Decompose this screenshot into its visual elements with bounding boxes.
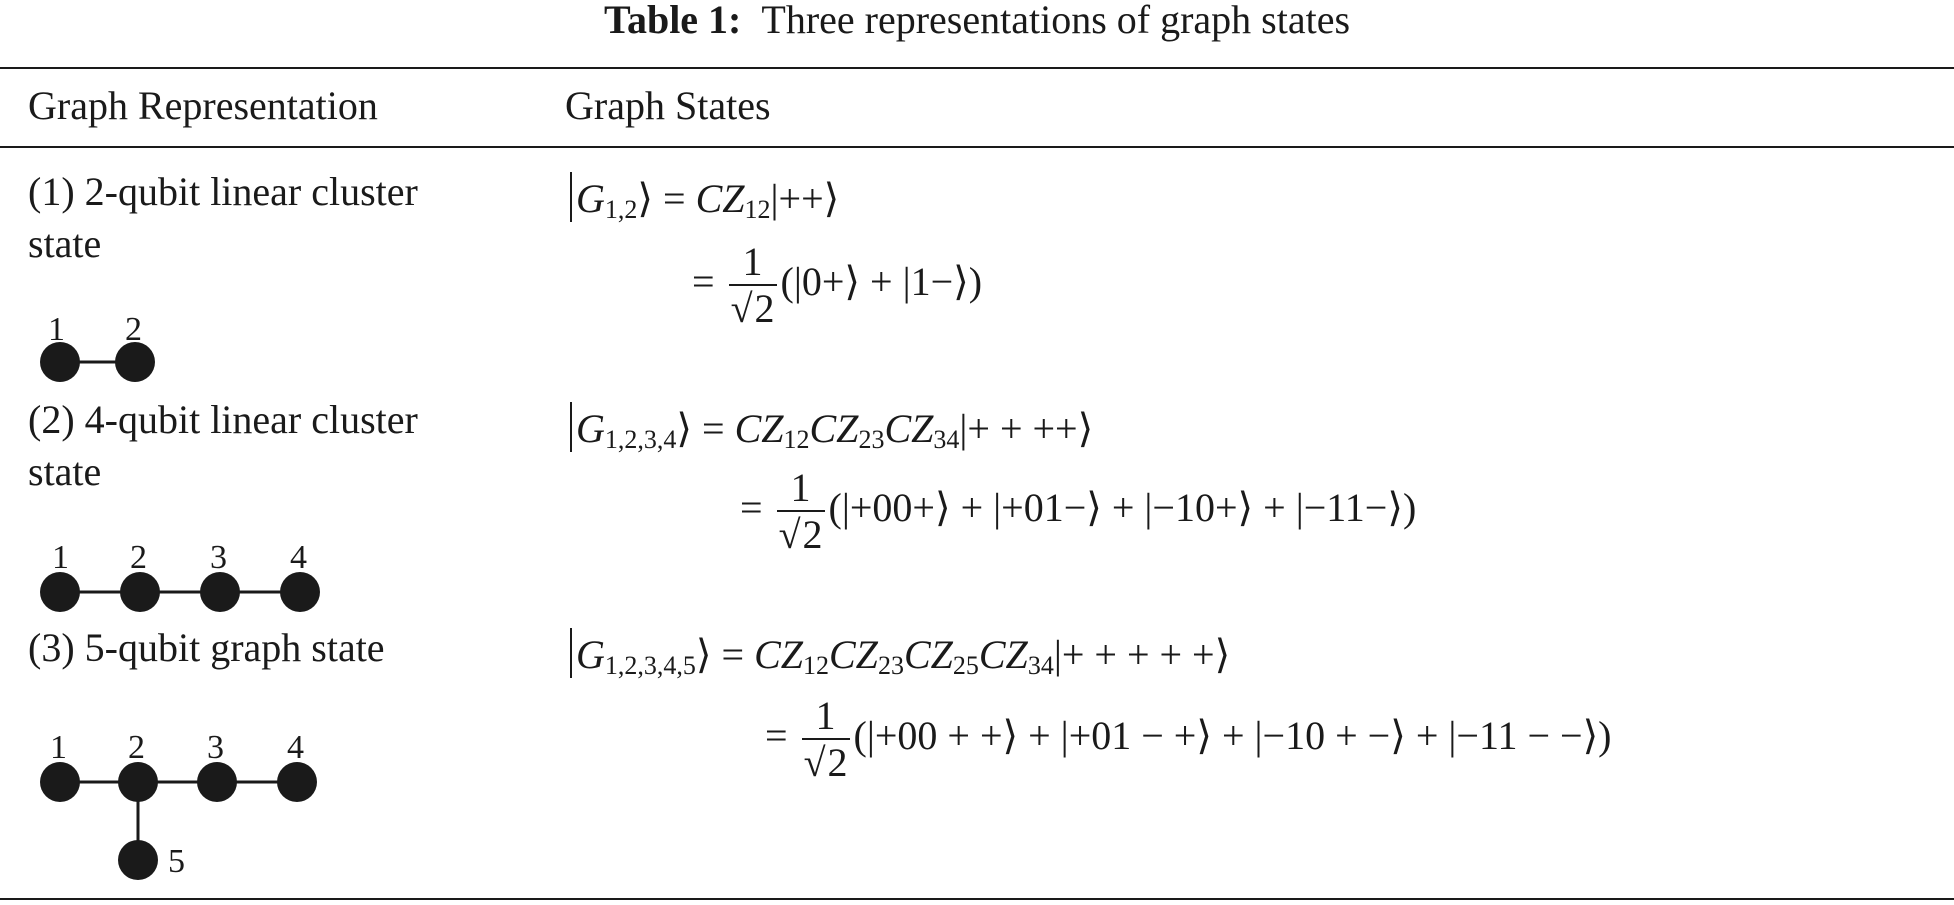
ket-bar: [570, 402, 572, 452]
caption-label: Table 1:: [603, 0, 742, 42]
initial-ket: |+ + + + +⟩: [1053, 632, 1231, 677]
node-2: [120, 572, 160, 612]
ket-bar: [570, 628, 572, 678]
lhs-g: G: [576, 632, 605, 677]
node-4: [277, 762, 317, 802]
fraction-denominator: √2: [803, 740, 848, 785]
row3-graph-diagram: [0, 720, 360, 895]
header-graph-representation: Graph Representation: [28, 83, 378, 128]
superposition-sum: (|+00 + +⟩ + |+01 − +⟩ + |−10 + −⟩ + |−11 − −⟩): [853, 713, 1612, 759]
lhs-subscript: 1,2,3,4: [604, 425, 677, 454]
node-label-2: 2: [130, 539, 147, 576]
node-label-4: 4: [287, 729, 304, 766]
node-label-4: 4: [290, 539, 307, 576]
node-1: [40, 762, 80, 802]
bottom-rule: [0, 898, 1954, 900]
lhs-subscript: 1,2: [604, 195, 638, 224]
top-rule: [0, 67, 1954, 69]
node-label-3: 3: [207, 729, 224, 766]
row1-label: [28, 166, 418, 270]
fraction: [729, 240, 777, 332]
node-1: [40, 572, 80, 612]
row1-equation-line1: $G_{1,2}⟩$ = $CZ_{12}|++⟩$: [568, 172, 839, 223]
operators: $CZ_{12}CZ_{23}CZ_{25}CZ_{34}$: [754, 632, 1054, 680]
node-label-2: 2: [128, 729, 145, 766]
table-caption: [0, 0, 1954, 40]
fraction-denominator: √2: [778, 512, 823, 557]
fraction-numerator: 1: [777, 466, 825, 512]
superposition-sum: (|+00+⟩ + |+01−⟩ + |−10+⟩ + |−11−⟩): [828, 485, 1417, 531]
node-2: [118, 762, 158, 802]
ket-bar: [570, 172, 572, 222]
row1-label-line1: (1) 2-qubit linear cluster: [28, 169, 418, 214]
node-1: [40, 342, 80, 382]
node-label-5: 5: [168, 843, 185, 880]
fraction: [802, 694, 850, 786]
header-rule: [0, 146, 1954, 148]
initial-ket: |+ + ++⟩: [959, 406, 1094, 451]
header-graph-states: Graph States: [565, 83, 771, 128]
caption-text: Three representations of graph states: [761, 0, 1351, 42]
fraction-numerator: 1: [729, 240, 777, 286]
initial-ket: |++⟩: [770, 176, 840, 221]
fraction-denominator: √2: [730, 286, 775, 331]
row2-equation-line1: $G_{1,2,3,4}⟩ = CZ_{12}CZ_{23}CZ_{34}|+$ + ++⟩: [568, 402, 1093, 453]
row2-label-line2: state: [28, 449, 102, 494]
lhs-subscript: 1,2,3,4,5: [604, 651, 696, 680]
node-label-1: 1: [52, 539, 69, 576]
superposition-sum: (|0+⟩ + |1−⟩): [780, 259, 983, 305]
node-3: [200, 572, 240, 612]
row3-equation-line1: $G_{1,2,3,4,5}⟩ = CZ_{12}CZ_{23}CZ_{25}CZ_{34}|+$ + + + +⟩: [568, 628, 1230, 679]
node-2: [115, 342, 155, 382]
lhs-g: G: [576, 406, 605, 451]
fraction: [777, 466, 825, 558]
node-5: [118, 840, 158, 880]
operators: $CZ_{12}$: [695, 176, 771, 224]
row3-label-line1: (3) 5-qubit graph state: [28, 625, 385, 670]
node-label-2: 2: [125, 311, 142, 348]
row1-label-line2: state: [28, 221, 102, 266]
row2-label: [28, 394, 418, 498]
row3-label: [28, 622, 385, 674]
row2-graph-diagram: [0, 530, 360, 625]
fraction-numerator: 1: [802, 694, 850, 740]
row2-equation-line2: = $\frac{1}{√2}$ (|+00+⟩ + |+01−⟩ + |−10+⟩ + |−11−⟩): [740, 465, 1417, 557]
node-label-1: 1: [48, 311, 65, 348]
node-label-3: 3: [210, 539, 227, 576]
row2-label-line1: (2) 4-qubit linear cluster: [28, 397, 418, 442]
node-4: [280, 572, 320, 612]
row1-graph-diagram: [0, 300, 200, 390]
row3-equation-line2: = $\frac{1}{√2}$ (|+00 + +⟩ + |+01 − +⟩ + |−10 + −⟩ + |−11 − −⟩): [765, 693, 1612, 785]
lhs-g: G: [576, 176, 605, 221]
operators: $CZ_{12}CZ_{23}CZ_{34}$: [734, 406, 960, 454]
row1-equation-line2: = $\frac{1}{√2}$ (|0+⟩ + |1−⟩): [692, 239, 983, 331]
node-3: [197, 762, 237, 802]
node-label-1: 1: [50, 729, 67, 766]
